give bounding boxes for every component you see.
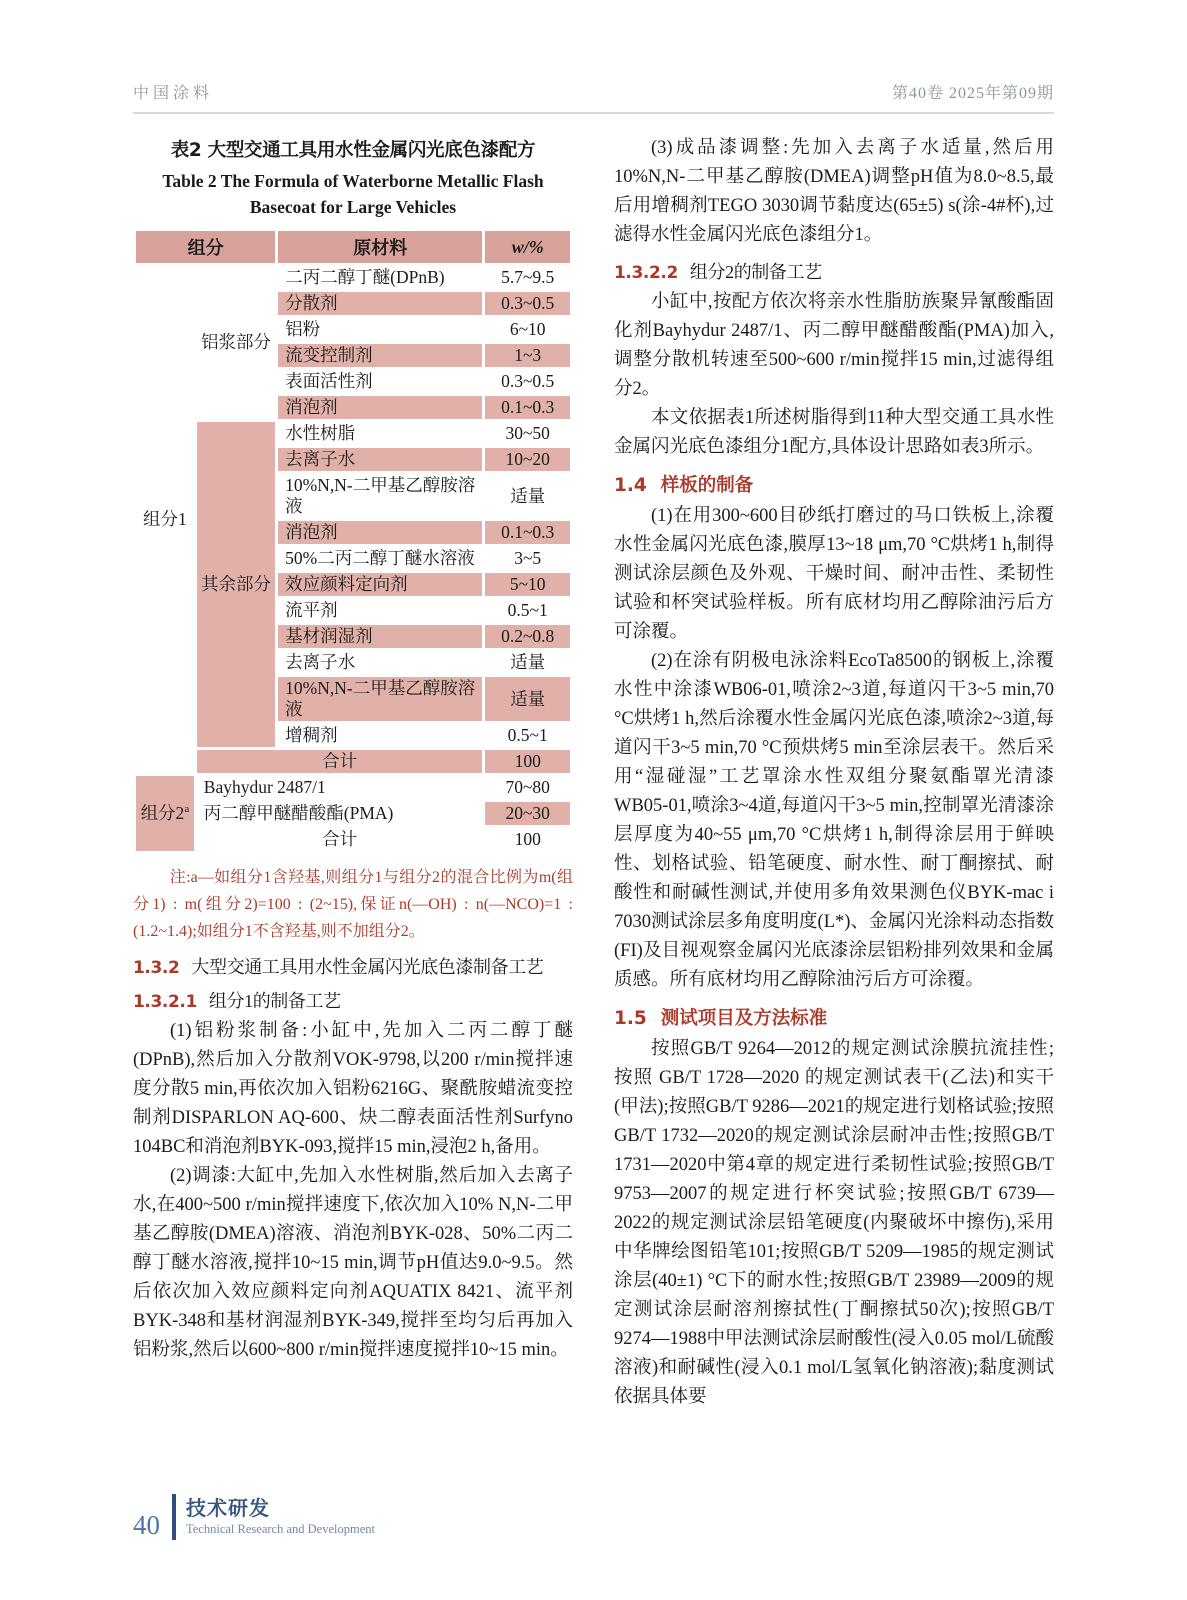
section-heading-1-3-2 (133, 953, 573, 979)
table-row-total (136, 828, 570, 851)
table-note: 注:a—如组分1含羟基,则组分1与组分2的混合比例为m(组分1) : m(组分2)=100 : (2~15),保证n(—OH) : n(—NCO)=1 : (1.2~1.4);如组分1不含羟基,则不加组分2。 (133, 869, 573, 940)
part-rest-cell: 其余部分 (197, 422, 275, 747)
value-cell: 30~50 (505, 423, 550, 443)
table-caption-en-line2: Basecoat for Large Vehicles (249, 197, 457, 217)
value-cell: 0.5~1 (507, 600, 548, 620)
material-cell: 10%N,N-二甲基乙醇胺溶液 (285, 475, 476, 516)
value-cell: 0.3~0.5 (501, 371, 555, 391)
value-cell: 0.1~0.3 (485, 396, 570, 419)
table-row (136, 422, 570, 445)
paragraph: 按照GB/T 9264—2012的规定测试涂膜抗流挂性;按照 GB/T 1728—2020 的规定测试表干(乙法)和实干(甲法);按照GB/T 9286—2021的规定进行划格试验;按照GB/T 1732—2020的规定测试涂层耐冲击性;按照GB/T 1731—2020中第4章的规定进行柔韧性试验;按照GB/T 9753—2007的规定进行杯突试验;按照GB/T 6739—2022的规定测试涂层铅笔硬度(内聚破坏中擦伤),采用中华牌绘图铅笔101;按照GB/T 5209—1985的规定测试涂层(40±1) °C下的耐水性;按照GB/T 23989—2009的规定测试涂层耐溶剂擦拭性(丁酮擦拭50次);按照GB/T 9274—1988中甲法测试涂层耐酸性(浸入0.05 mol/L硫酸溶液)和耐碱性(浸入0.1 mol/L氢氧化钠溶液);黏度测试依据具体要 (614, 1039, 1054, 1407)
page-header (133, 80, 1054, 114)
section-title: 组分2的制备工艺 (689, 262, 822, 282)
material-cell: 二丙二醇丁醚(DPnB) (285, 267, 445, 287)
footer-section (186, 1496, 375, 1538)
value-cell: 100 (485, 750, 570, 773)
value-cell: 10~20 (485, 448, 570, 471)
issue-info: 第40卷 2025年第09期 (891, 85, 1054, 102)
section-title: 组分1的制备工艺 (208, 991, 341, 1011)
value-cell: 0.5~1 (507, 725, 548, 745)
material-cell: 水性树脂 (285, 423, 356, 443)
material-cell: 消泡剂 (278, 521, 482, 544)
group2-footnote-marker: a (184, 803, 190, 816)
section-title: 测试项目及方法标准 (660, 1008, 828, 1029)
page-number: 40 (133, 1510, 160, 1540)
value-cell: 适量 (510, 652, 546, 672)
material-cell: 50%二丙二醇丁醚水溶液 (285, 548, 475, 568)
formula-table (133, 228, 573, 854)
value-cell: 0.1~0.3 (485, 521, 570, 544)
paragraph: (1)在用300~600目砂纸打磨过的马口铁板上,涂覆水性金属闪光底色漆,膜厚13~18 μm,70 °C烘烤1 h,制得测试涂层颜色及外观、干燥时间、耐冲击性、柔韧性试验和杯突试验样板。所有底材均用乙醇除油污后方可涂覆。 (614, 506, 1054, 642)
content-columns (133, 134, 1054, 1412)
group2-cell: 组分2$^a$ (136, 776, 194, 851)
page-footer (133, 1494, 375, 1540)
part-aluminum-cell: 铝浆部分 (197, 266, 275, 419)
value-cell: 70~80 (505, 777, 550, 797)
table-row (136, 802, 570, 825)
paragraph: (2)调漆:大缸中,先加入水性树脂,然后加入去离子水,在400~500 r/min搅拌速度下,依次加入10% N,N-二甲基乙醇胺(DMEA)溶液、消泡剂BYK-028、50%二丙二醇丁醚水溶液,搅拌10~15 min,调节pH值达9.0~9.5。然后依次加入效应颜料定向剂AQUATIX 8421、流平剂BYK-348和基材润湿剂BYK-349,搅拌至均匀后再加入铝粉浆,然后以600~800 r/min搅拌速度搅拌10~15 min。 (133, 1166, 573, 1360)
value-cell: 3~5 (514, 548, 542, 568)
group1-cell: 组分1 (136, 266, 194, 773)
material-cell: 分散剂 (278, 292, 482, 315)
section-title: 大型交通工具用水性金属闪光底色漆制备工艺 (191, 957, 544, 977)
material-cell: 10%N,N-二甲基乙醇胺溶液 (278, 677, 482, 721)
journal-title: 中国涂料 (133, 85, 214, 102)
table-caption-zh: 表2 大型交通工具用水性金属闪光底色漆配方 (170, 140, 536, 161)
table-row (136, 266, 570, 289)
paragraph: (1)铝粉浆制备:小缸中,先加入二丙二醇丁醚(DPnB),然后加入分散剂VOK-9798,以200 r/min搅拌速度分散5 min,再依次加入铝粉6216G、聚酰胺蜡流变控制剂DISPARLON AQ-600、炔二醇表面活性剂Surfyno 104BC和消泡剂BYK-093,搅拌15 min,浸泡2 h,备用。 (133, 1021, 573, 1157)
value-cell: 适量 (485, 677, 570, 721)
value-cell: 6~10 (509, 319, 546, 339)
material-cell: 流平剂 (285, 600, 338, 620)
footer-divider (172, 1494, 176, 1540)
section-number: 1.3.2.1 (133, 992, 197, 1012)
col-header-component: 组分 (136, 231, 275, 263)
section-heading-1-4 (614, 471, 1054, 497)
paragraph: (3)成品漆调整:先加入去离子水适量,然后用10%N,N-二甲基乙醇胺(DMEA)调整pH值为8.0~8.5,最后用增稠剂TEGO 3030调节黏度达(65±5) s(涂-4#杯),过滤得水性金属闪光底色漆组分1。 (614, 138, 1054, 245)
table-caption-en-line1: Table 2 The Formula of Waterborne Metallic Flash (162, 171, 544, 191)
footer-section-title: 技术研发 (186, 1496, 270, 1520)
section-heading-1-3-2-1 (133, 987, 573, 1013)
section-number: 1.4 (614, 475, 647, 496)
section-title: 样板的制备 (660, 475, 754, 496)
material-cell: 消泡剂 (278, 396, 482, 419)
col-header-weight: w/% (485, 231, 570, 263)
material-cell: 增稠剂 (285, 725, 338, 745)
material-cell: 效应颜料定向剂 (278, 573, 482, 596)
section-heading-1-5 (614, 1004, 1054, 1030)
value-cell: 0.3~0.5 (485, 292, 570, 315)
value-cell: 20~30 (485, 802, 570, 825)
total-label-cell: 合计 (322, 829, 358, 849)
paragraph: (2)在涂有阴极电泳涂料EcoTa8500的钢板上,涂覆水性中涂漆WB06-01,喷涂2~3道,每道闪干3~5 min,70 °C烘烤1 h,然后涂覆水性金属闪光底色漆,喷涂2~3道,每道闪干3~5 min,70 °C预烘烤5 min至涂层表干。然后采用“湿碰湿”工艺罩涂水性双组分聚氨酯罩光清漆WB05-01,喷涂3~4道,每道闪干3~5 min,控制罩光清漆涂层厚度为40~55 μm,70 °C烘烤1 h,制得涂层用于鲜映性、划格试验、铅笔硬度、耐水性、耐丁酮擦拭、耐酸性和耐碱性测试,并使用多角效果测色仪BYK-mac i 7030测试涂层多角度明度(L*)、金属闪光涂料动态指数(FI)及目视观察金属闪光底漆涂层铝粉排列效果和金属质感。所有底材均用乙醇除油污后方可涂覆。 (614, 651, 1054, 990)
material-cell: 丙二醇甲醚醋酸酯(PMA) (203, 803, 394, 823)
subtotal-label-cell: 合计 (197, 750, 483, 773)
footer-section-subtitle: Technical Research and Development (186, 1522, 375, 1536)
section-number: 1.5 (614, 1008, 647, 1029)
paragraph: 本文依据表1所述树脂得到11种大型交通工具水性金属闪光底色漆组分1配方,具体设计思路如表3所示。 (614, 408, 1054, 457)
section-number: 1.3.2.2 (614, 263, 678, 283)
material-cell: 流变控制剂 (278, 344, 482, 367)
left-column (133, 134, 573, 1412)
col-header-material: 原材料 (278, 231, 482, 263)
right-column (614, 134, 1054, 1412)
material-cell: 去离子水 (285, 652, 356, 672)
material-cell: 去离子水 (278, 448, 482, 471)
paragraph: 小缸中,按配方依次将亲水性脂肪族聚异氰酸酯固化剂Bayhydur 2487/1、丙二醇甲醚醋酸酯(PMA)加入,调整分散机转速至500~600 r/min搅拌15 min,过滤得组分2。 (614, 292, 1054, 399)
value-cell: 100 (514, 829, 541, 849)
value-cell: 适量 (510, 485, 546, 506)
value-cell: 1~3 (485, 344, 570, 367)
value-cell: 0.2~0.8 (485, 625, 570, 648)
material-cell: 基材润湿剂 (278, 625, 482, 648)
table-row (136, 776, 570, 799)
material-cell: 表面活性剂 (285, 371, 373, 391)
material-cell: 铝粉 (285, 319, 321, 339)
table-header-row (136, 231, 570, 263)
section-heading-1-3-2-2 (614, 258, 1054, 284)
value-cell: 5.7~9.5 (501, 267, 555, 287)
material-cell: Bayhydur 2487/1 (203, 777, 326, 797)
table-row-subtotal (136, 750, 570, 773)
section-number: 1.3.2 (133, 958, 180, 978)
value-cell: 5~10 (485, 573, 570, 596)
